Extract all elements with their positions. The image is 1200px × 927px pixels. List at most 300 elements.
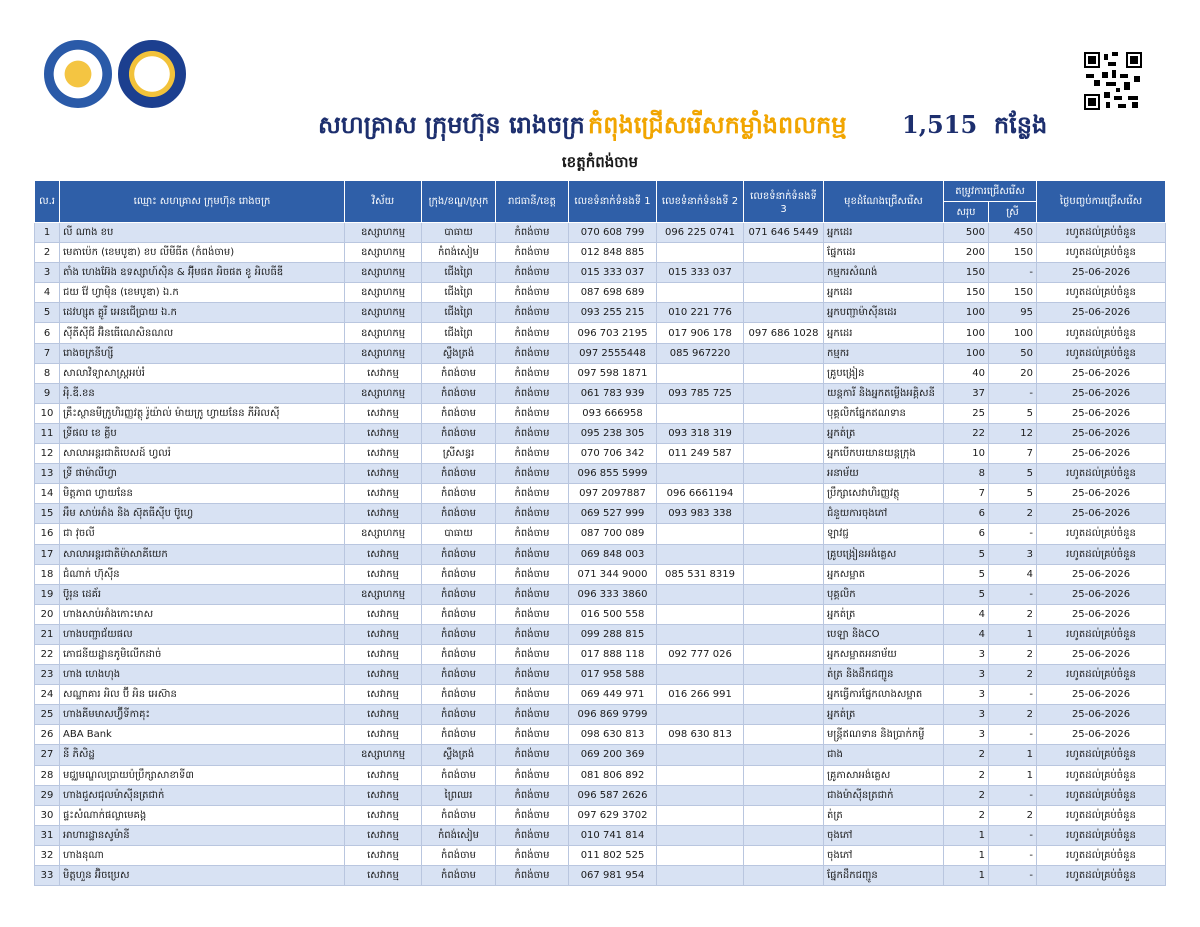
cell-p2: 017 906 178 [657,323,744,343]
cell-sector: ឧស្សាហកម្ម [345,745,422,765]
cell-deadline: 25-06-2026 [1037,403,1166,423]
cell-name: ជយ វ៉ែ ហ្វាម៉ិន (ខេមបូឌា) ឯ.ក [60,283,345,303]
cell-sector: ឧស្សាហកម្ម [345,303,422,323]
table-row [35,423,1166,443]
cell-sector: ឧស្សាហកម្ម [345,263,422,283]
cell-p2 [657,464,744,484]
cell-district: កំពង់ចាម [422,423,496,443]
title-count-group [902,110,1047,145]
cell-p2 [657,745,744,765]
cell-position: ចុងភៅ [824,825,944,845]
cell-p2: 098 630 813 [657,725,744,745]
cell-p3 [744,363,824,383]
cell-sector: សេវាកម្ម [345,363,422,383]
cell-female: 5 [989,484,1037,504]
cell-no: 24 [35,685,60,705]
cell-province: កំពង់ចាម [496,745,569,765]
cell-sector: ឧស្សាហកម្ម [345,383,422,403]
cell-name: ប៊ូរុន ដេគ័រ [60,584,345,604]
cell-p3 [744,403,824,423]
cell-p3: 097 686 1028 [744,323,824,343]
cell-female: - [989,524,1037,544]
cell-total: 3 [944,665,989,685]
cell-female: 5 [989,403,1037,423]
cell-name: អុិ.ឌី.ខន [60,383,345,403]
col-deadline: ថ្ងៃបញ្ចប់ការជ្រើសរើស [1037,181,1166,223]
cell-no: 9 [35,383,60,403]
cell-name: ស៊ីតីស៊ីជី អ៊ិនធើណេសិនណល [60,323,345,343]
cell-position: មន្ត្រីឥណទាន និងប្រាក់កម្ចី [824,725,944,745]
col-province: រាជធានី/ខេត្ត [496,181,569,223]
cell-district: កំពង់ចាម [422,564,496,584]
table-row [35,403,1166,423]
cell-no: 23 [35,665,60,685]
cell-district: កំពង់ចាម [422,363,496,383]
cell-sector: សេវាកម្ម [345,564,422,584]
cell-position: យន្តការី និងអ្នកតម្លើងអគ្គិសនី [824,383,944,403]
cell-female: 95 [989,303,1037,323]
cell-no: 5 [35,303,60,323]
cell-total: 3 [944,644,989,664]
cell-position: បុគ្គលិក [824,584,944,604]
cell-district: កំពង់ចាម [422,685,496,705]
cell-p3 [744,584,824,604]
cell-female: 12 [989,423,1037,443]
cell-sector: សេវាកម្ម [345,665,422,685]
cell-province: កំពង់ចាម [496,283,569,303]
cell-female: 2 [989,665,1037,685]
cell-position: អ្នកត់ត្រ [824,423,944,443]
col-female: ស្រី [989,202,1037,223]
cell-sector: សេវាកម្ម [345,825,422,845]
cell-no: 22 [35,644,60,664]
cell-province: កំពង់ចាម [496,484,569,504]
cell-p3 [744,765,824,785]
cell-sector: សេវាកម្ម [345,624,422,644]
cell-p3 [744,564,824,584]
cell-no: 19 [35,584,60,604]
cell-position: កម្មករ [824,343,944,363]
cell-p1: 012 848 885 [569,243,657,263]
cell-p3 [744,685,824,705]
table-row [35,845,1166,865]
cell-total: 5 [944,564,989,584]
cell-total: 1 [944,866,989,886]
cell-position: អ្នកសម្អាត [824,564,944,584]
cell-deadline: រហូតដល់គ្រប់ចំនួន [1037,624,1166,644]
cell-district: កំពង់ចាម [422,665,496,685]
cell-position: គ្រូបង្រៀន [824,363,944,383]
cell-no: 10 [35,403,60,423]
cell-deadline: 25-06-2026 [1037,504,1166,524]
table-row [35,524,1166,544]
cell-position: ផ្នែកដេរ [824,243,944,263]
cell-deadline: រហូតដល់គ្រប់ចំនួន [1037,745,1166,765]
cell-name: ជា វុចលី [60,524,345,544]
cell-name: តាំង ហេងអ៊ែង ឧទស្សាហ៍ស៊ិន & អ៊ុីមផត អិចផត ខូ អិលធីឌី [60,263,345,283]
cell-deadline: 25-06-2026 [1037,685,1166,705]
cell-deadline: រហូតដល់គ្រប់ចំនួន [1037,544,1166,564]
cell-p1: 096 587 2626 [569,785,657,805]
title-part2: កំពុងជ្រើសរើសកម្លាំងពលកម្ម [588,110,847,139]
cell-p1: 015 333 037 [569,263,657,283]
cell-deadline: រហូតដល់គ្រប់ចំនួន [1037,464,1166,484]
title-unit: កន្លែង [993,110,1048,139]
cell-sector: សេវាកម្ម [345,444,422,464]
cell-female: - [989,785,1037,805]
cell-total: 5 [944,544,989,564]
cell-female: 7 [989,444,1037,464]
cell-district: ស្ទឹងត្រង់ [422,745,496,765]
cell-female: - [989,263,1037,283]
cell-deadline: រហូតដល់គ្រប់ចំនួន [1037,845,1166,865]
cell-position: អ្នកបញ្ជាម៉ាស៊ីនដេរ [824,303,944,323]
cell-position: ជំនួយការចុងភៅ [824,504,944,524]
table-row [35,363,1166,383]
cell-position: ឡាវជ្ជ [824,524,944,544]
table-row [35,584,1166,604]
cell-p1: 069 200 369 [569,745,657,765]
cell-province: កំពង់ចាម [496,403,569,423]
cell-name: ហាងនុណា [60,845,345,865]
cell-total: 2 [944,785,989,805]
cell-district: កំពង់ចាម [422,464,496,484]
table-row [35,243,1166,263]
cell-name: ហាងសាប់អាំងកោះមាស [60,604,345,624]
cell-p3 [744,866,824,886]
cell-deadline: 25-06-2026 [1037,444,1166,464]
cell-sector: សេវាកម្ម [345,484,422,504]
cell-sector: ឧស្សាហកម្ម [345,283,422,303]
cell-p1: 017 958 588 [569,665,657,685]
cell-no: 17 [35,544,60,564]
cell-no: 21 [35,624,60,644]
cell-province: កំពង់ចាម [496,323,569,343]
cell-p1: 069 449 971 [569,685,657,705]
cell-p2: 010 221 776 [657,303,744,323]
table-row [35,464,1166,484]
cell-name: ផ្ទះសំណាក់ផល្លាមេគង្គ [60,805,345,825]
cell-name: ជំណាក់ ហ៊ុស៊ីន [60,564,345,584]
cell-p3 [744,263,824,283]
cell-female: 50 [989,343,1037,363]
col-name: ឈ្មោះ សហគ្រាស ក្រុមហ៊ុន រោងចក្រ [60,181,345,223]
title-part1: សហគ្រាស ក្រុមហ៊ុន រោងចក្រ [318,110,585,139]
cell-district: កំពង់ចាម [422,584,496,604]
cell-total: 8 [944,464,989,484]
cell-position: អនាម័យ [824,464,944,484]
cell-no: 31 [35,825,60,845]
cell-name: ដេវហ្សុត គ្លូរី អេនជើប្រាយ ឯ.ក [60,303,345,323]
cell-p3 [744,544,824,564]
cell-female: 2 [989,805,1037,825]
cell-province: កំពង់ចាម [496,845,569,865]
cell-p3 [744,484,824,504]
cell-p1: 097 598 1871 [569,363,657,383]
nea-logo [118,40,186,108]
cell-position: អ្នកសម្អាតអនាម័យ [824,644,944,664]
cell-sector: សេវាកម្ម [345,644,422,664]
cell-p2: 093 318 319 [657,423,744,443]
cell-province: កំពង់ចាម [496,785,569,805]
cell-name: ហាងបញ្ជាជ័យផល [60,624,345,644]
cell-female: 20 [989,363,1037,383]
cell-p2 [657,785,744,805]
cell-district: កំពង់ចាម [422,866,496,886]
table-row [35,263,1166,283]
cell-district: ជើងព្រៃ [422,303,496,323]
cell-sector: សេវាកម្ម [345,504,422,524]
cell-sector: សេវាកម្ម [345,845,422,865]
cell-sector: សេវាកម្ម [345,725,422,745]
cell-female: - [989,584,1037,604]
jobs-table [34,180,1166,886]
cell-district: កំពង់សៀម [422,825,496,845]
cell-p3 [744,303,824,323]
cell-p2: 096 6661194 [657,484,744,504]
cell-p3 [744,423,824,443]
col-position: មុខដំណែងជ្រើសរើស [824,181,944,223]
cell-p3 [744,283,824,303]
cell-deadline: រហូតដល់គ្រប់ចំនួន [1037,665,1166,685]
table-row [35,805,1166,825]
cell-sector: ឧស្សាហកម្ម [345,584,422,604]
cell-p2: 085 967220 [657,343,744,363]
cell-total: 37 [944,383,989,403]
cell-p1: 017 888 118 [569,644,657,664]
cell-name: ហាងគីមមាសហ្វ៊ីទីកាគុះ [60,705,345,725]
cell-province: កំពង់ចាម [496,825,569,845]
cell-province: កំពង់ចាម [496,564,569,584]
cell-female: 1 [989,745,1037,765]
table-row [35,725,1166,745]
cell-p2: 085 531 8319 [657,564,744,584]
cell-no: 13 [35,464,60,484]
cell-p1: 099 288 815 [569,624,657,644]
cell-province: កំពង់ចាម [496,624,569,644]
cell-position: ត់ត្រ [824,805,944,825]
cell-position: អ្នកបើកបរយានយន្តក្រុង [824,444,944,464]
cell-deadline: 25-06-2026 [1037,705,1166,725]
cell-province: កំពង់ចាម [496,665,569,685]
cell-province: កំពង់ចាម [496,765,569,785]
col-district: ក្រុង/ខណ្ឌ/ស្រុក [422,181,496,223]
cell-deadline: 25-06-2026 [1037,484,1166,504]
cell-p3 [744,805,824,825]
cell-female: 3 [989,544,1037,564]
cell-name: ភោជនីយដ្ឋានភូមិលើកដាច់ [60,644,345,664]
cell-total: 6 [944,504,989,524]
table-row [35,665,1166,685]
table-row [35,323,1166,343]
cell-district: កំពង់ចាម [422,705,496,725]
table-row [35,283,1166,303]
cell-no: 12 [35,444,60,464]
cell-p3 [744,524,824,544]
cell-district: បាធាយ [422,524,496,544]
cell-total: 5 [944,584,989,604]
cell-name: អាហារដ្ឋានសូម៉ានី [60,825,345,845]
cell-position: ត់ត្រ និងដឹកជញ្ជូន [824,665,944,685]
cell-district: បាធាយ [422,223,496,243]
cell-total: 7 [944,484,989,504]
cell-no: 30 [35,805,60,825]
cell-name: សណ្ឋាគារ អិល ប៊ី អិន អេស៊ាន [60,685,345,705]
cell-deadline: រហូតដល់គ្រប់ចំនួន [1037,765,1166,785]
cell-p2 [657,705,744,725]
cell-total: 3 [944,685,989,705]
cell-province: កំពង់ចាម [496,685,569,705]
cell-female: - [989,383,1037,403]
cell-p2 [657,825,744,845]
cell-sector: ឧស្សាហកម្ម [345,323,422,343]
cell-deadline: 25-06-2026 [1037,725,1166,745]
cell-position: ជាងម៉ាស៊ីនត្រជាក់ [824,785,944,805]
cell-p1: 096 703 2195 [569,323,657,343]
cell-total: 1 [944,845,989,865]
cell-p3 [744,604,824,624]
cell-female: - [989,685,1037,705]
cell-p1: 093 666958 [569,403,657,423]
cell-no: 8 [35,363,60,383]
cell-p1: 071 344 9000 [569,564,657,584]
cell-deadline: 25-06-2026 [1037,363,1166,383]
col-no: ល.រ [35,181,60,223]
table-row [35,544,1166,564]
cell-position: អ្នកត់ត្រ [824,604,944,624]
cell-position: អ្នកធ្វើការផ្នែកលាងសម្អាត [824,685,944,705]
cell-total: 6 [944,524,989,544]
cell-no: 27 [35,745,60,765]
cell-p3 [744,444,824,464]
cell-p1: 070 706 342 [569,444,657,464]
cell-sector: សេវាកម្ម [345,785,422,805]
cell-province: កំពង់ចាម [496,805,569,825]
col-phone1: លេខទំនាក់ទំនងទី 1 [569,181,657,223]
cell-p2 [657,845,744,865]
cell-position: គ្រូបង្រៀនអង់គ្លេស [824,544,944,564]
table-row [35,343,1166,363]
cell-p1: 061 783 939 [569,383,657,403]
cell-deadline: រហូតដល់គ្រប់ចំនួន [1037,866,1166,886]
cell-p1: 096 333 3860 [569,584,657,604]
table-row [35,825,1166,845]
cell-total: 25 [944,403,989,423]
cell-total: 2 [944,805,989,825]
cell-total: 100 [944,303,989,323]
cell-district: ជើងព្រៃ [422,283,496,303]
cell-female: 2 [989,644,1037,664]
cell-total: 100 [944,343,989,363]
cell-deadline: 25-06-2026 [1037,604,1166,624]
cell-province: កំពង់ចាម [496,263,569,283]
cell-no: 7 [35,343,60,363]
cell-name: ទ្រី ផាម៉ាលីហ្វា [60,464,345,484]
table-row [35,484,1166,504]
table-row [35,785,1166,805]
cell-sector: សេវាកម្ម [345,765,422,785]
cell-position: គ្រូភាសាអង់គ្លេស [824,765,944,785]
cell-deadline: រហូតដល់គ្រប់ចំនួន [1037,805,1166,825]
cell-name: ហាង ហេងហុង [60,665,345,685]
cell-deadline: 25-06-2026 [1037,423,1166,443]
cell-district: កំពង់ចាម [422,383,496,403]
cell-total: 2 [944,745,989,765]
cell-total: 10 [944,444,989,464]
cell-sector: សេវាកម្ម [345,464,422,484]
cell-female: 2 [989,504,1037,524]
cell-deadline: 25-06-2026 [1037,564,1166,584]
cell-p2: 016 266 991 [657,685,744,705]
cell-district: កំពង់ចាម [422,403,496,423]
cell-total: 22 [944,423,989,443]
cell-name: មិត្តហួន អ៊ិចប្រេស [60,866,345,886]
qr-code-icon[interactable] [1084,52,1142,110]
cell-female: - [989,725,1037,745]
province-subtitle: ខេត្តកំពង់ចាម [561,153,639,171]
cell-no: 33 [35,866,60,886]
cell-p3 [744,845,824,865]
cell-p3 [744,644,824,664]
cell-deadline: រហូតដល់គ្រប់ចំនួន [1037,223,1166,243]
cell-deadline: រហូតដល់គ្រប់ចំនួន [1037,283,1166,303]
cell-p1: 016 500 558 [569,604,657,624]
cell-district: ស្រីសន្ធរ [422,444,496,464]
table-row [35,866,1166,886]
cell-female: - [989,825,1037,845]
cell-province: កំពង់ចាម [496,383,569,403]
cell-province: កំពង់ចាម [496,544,569,564]
cell-position: ផ្នែកដឹកជញ្ជូន [824,866,944,886]
cell-no: 1 [35,223,60,243]
cell-p3 [744,243,824,263]
cell-deadline: 25-06-2026 [1037,303,1166,323]
cell-sector: សេវាកម្ម [345,805,422,825]
cell-district: កំពង់ចាម [422,765,496,785]
cell-province: កំពង់ចាម [496,343,569,363]
cell-p1: 011 802 525 [569,845,657,865]
jobs-table-body [35,223,1166,886]
table-row [35,765,1166,785]
cell-deadline: 25-06-2026 [1037,644,1166,664]
cell-female: 2 [989,604,1037,624]
cell-p2 [657,866,744,886]
cell-female: 450 [989,223,1037,243]
cell-name: ហាងជួសជុលម៉ាស៊ីនត្រជាក់ [60,785,345,805]
cell-total: 2 [944,765,989,785]
cell-position: អ្នកដេរ [824,283,944,303]
cell-name: រោងចក្រនីហ្សី [60,343,345,363]
cell-name: ABA Bank [60,725,345,745]
cell-province: កំពង់ចាម [496,243,569,263]
cell-no: 18 [35,564,60,584]
cell-no: 29 [35,785,60,805]
cell-p2 [657,283,744,303]
cell-p1: 087 700 089 [569,524,657,544]
table-row [35,624,1166,644]
cell-p1: 097 2097887 [569,484,657,504]
cell-total: 150 [944,283,989,303]
cell-no: 4 [35,283,60,303]
cell-sector: សេវាកម្ម [345,866,422,886]
cell-total: 500 [944,223,989,243]
col-phone2: លេខទំនាក់ទំនងទី 2 [657,181,744,223]
cell-deadline: រហូតដល់គ្រប់ចំនួន [1037,323,1166,343]
cell-p2 [657,584,744,604]
cell-p1: 069 848 003 [569,544,657,564]
cell-total: 4 [944,604,989,624]
cell-name: លី ណាង ខប [60,223,345,243]
